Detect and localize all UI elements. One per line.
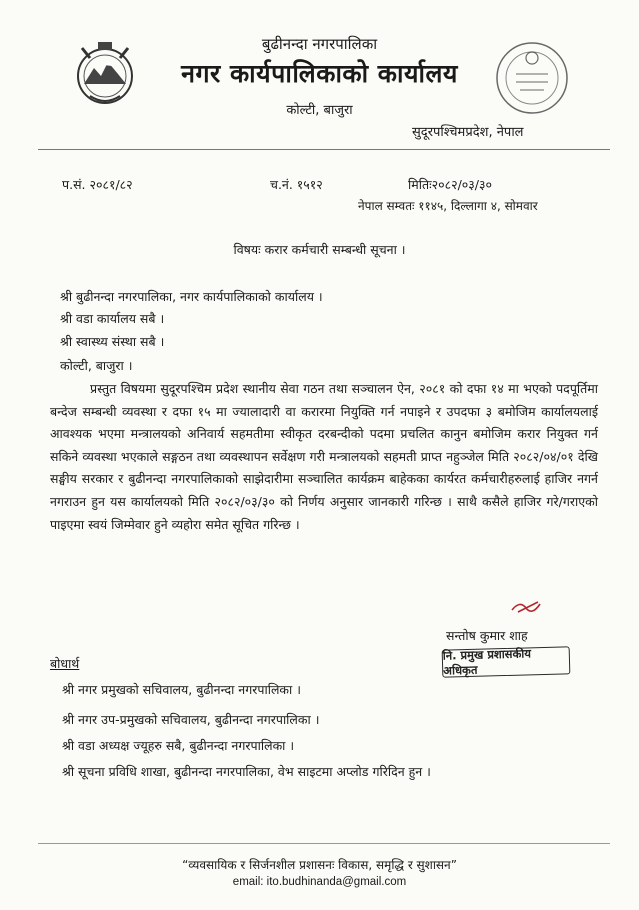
letter-subject: विषयः करार कर्मचारी सम्बन्धी सूचना ।: [233, 242, 406, 257]
letter-body: प्रस्तुत विषयमा सुदूरपश्चिम प्रदेश स्थानीय सेवा गठन तथा सञ्चालन ऐन, २०८१ को दफा १४ मा भएको पदपूर्तिमा बन्देज सम्बन्धी व्यवस्था र दफा १५ मा ज्यालादारी वा करारमा नियुक्ति गर्न नपाइने र उपदफा ३ बमोजिम कार्यालयलाई आवश्यक भएमा मन्त्रालयको अनिवार्य सहमतीमा स्वीकृत दरबन्दीको पदमा प्रचलित कानुन बमोजिम करार नियुक्त गर्न सकिने व्यवस्था भएकाले सङ्गठन तथा व्यवस्थापन सर्वेक्षण गरी मन्त्रालयको सहमती प्राप्त नहुञ्जेल मिति २०८२/०४/०१ देखि सङ्घीय सरकार र बुढीनन्दा नगरपालिकाको साझेदारीमा सञ्चालित कार्यक्रम बाहेकका कार्यरत कर्मचारीहरुलाई हाजिर नगर्न नगराउन हुन यस कार्यालयको मिति २०८२/०३/३० को निर्णय अनुसार जानकारी गरिन्छ । साथै कसैले हाजिर गरे/गराएको पाइएमा स्वयं जिम्मेवार हुने व्यहोरा समेत सूचित गरिन्छ ।: [50, 381, 598, 532]
province-name: सुदूरपश्चिमप्रदेश, नेपाल: [412, 125, 524, 140]
cc-item: श्री वडा अध्यक्ष ज्यूहरु सबै, बुढीनन्दा नगरपालिका ।: [62, 738, 295, 753]
municipality-name: बुढीनन्दा नगरपालिका: [261, 35, 378, 53]
cc-item: श्री सूचना प्रविधि शाखा, बुढीनन्दा नगरपालिका, वेभ साइटमा अप्लोड गरिदिन हुन ।: [62, 764, 431, 779]
footer-divider: [38, 843, 610, 844]
recipient-line: श्री बुढीनन्दा नगरपालिका, नगर कार्यपालिकाको कार्यालय ।: [60, 289, 323, 304]
footer-tagline: “व्यवसायिक र सिर्जनशील प्रशासनः विकास, समृद्धि र सुशासन”: [182, 858, 457, 872]
office-name: नगर कार्यपालिकाको कार्यालय: [181, 59, 458, 88]
letter-date: मितिः२०८२/०३/३०: [408, 177, 493, 192]
signature-icon: [510, 598, 546, 614]
dispatch-number: च.नं. १५१२: [270, 177, 323, 192]
nepal-samwat-date: नेपाल सम्वतः ११४५, दिल्लागा ४, सोमवार: [358, 199, 538, 213]
office-stamp-icon: [494, 40, 570, 116]
letter-reference-number: प.सं. २०८१/८२: [62, 177, 133, 192]
recipient-line: श्री स्वास्थ्य संस्था सबै ।: [60, 334, 165, 349]
header-divider: [38, 149, 610, 150]
recipient-line: श्री वडा कार्यालय सबै ।: [60, 311, 165, 326]
office-location: कोल्टी, बाजुरा: [286, 103, 353, 118]
signatory-name: सन्तोष कुमार शाह: [446, 628, 528, 643]
recipient-line: कोल्टी, बाजुरा ।: [60, 358, 133, 373]
designation-seal: नि. प्रमुख प्रशासकीय अधिकृत: [442, 646, 571, 677]
cc-item: श्री नगर प्रमुखको सचिवालय, बुढीनन्दा नगरपालिका ।: [62, 682, 301, 697]
footer-email[interactable]: email: ito.budhinanda@gmail.com: [232, 876, 407, 888]
cc-item: श्री नगर उप-प्रमुखको सचिवालय, बुढीनन्दा नगरपालिका ।: [62, 712, 320, 727]
cc-heading: बोधार्थ: [50, 656, 80, 671]
